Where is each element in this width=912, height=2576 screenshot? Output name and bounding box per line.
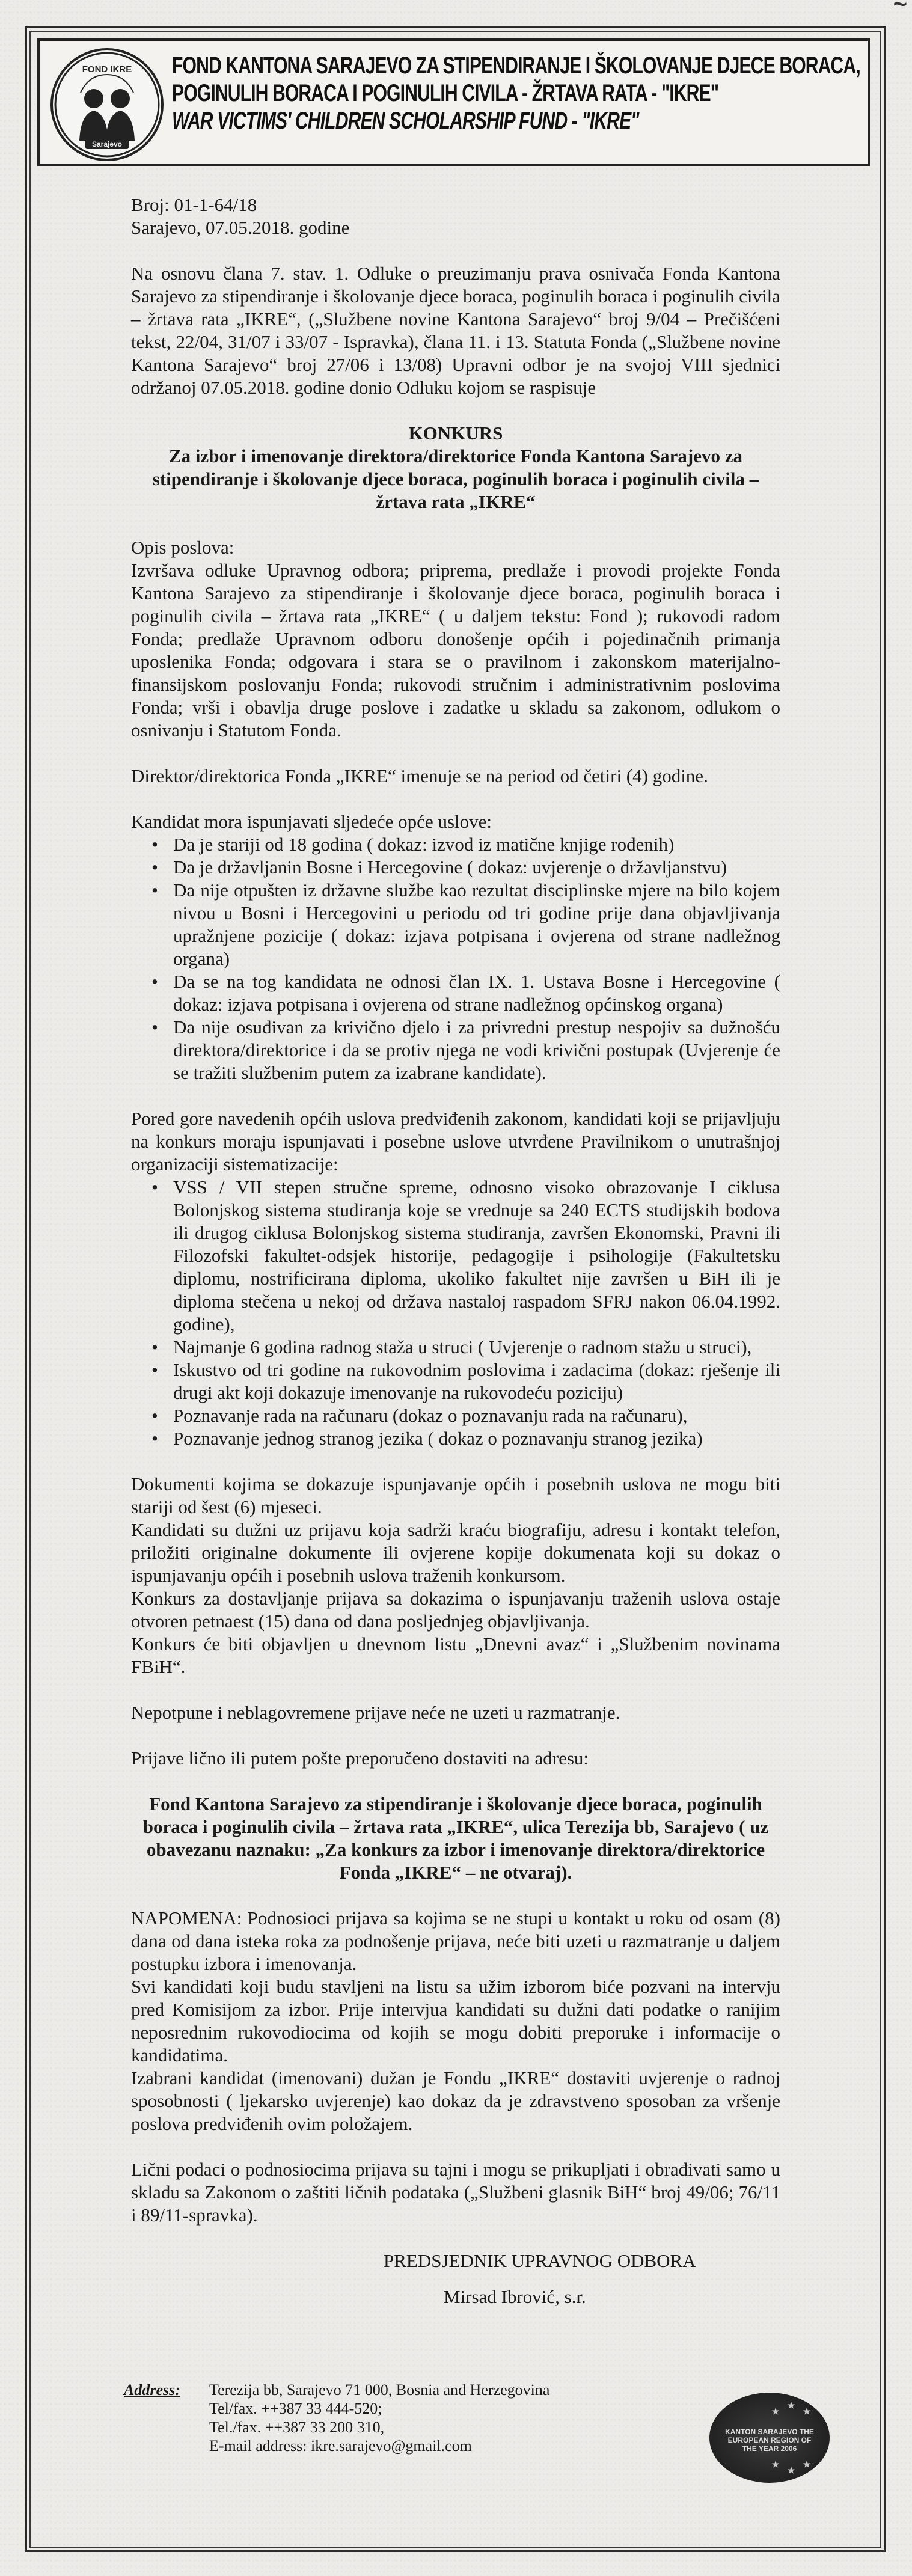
org-name-english: WAR VICTIMS' CHILDREN SCHOLARSHIP FUND - "IKRE" <box>172 108 639 134</box>
address-label: Address: <box>124 2381 180 2399</box>
konkurs-subtitle: Za izbor i imenovanje direktora/direktorice Fonda Kantona Sarajevo za stipendiranje i školovanje djece boraca, poginulih boraca i poginulih civila – žrtava rata „IKRE“ <box>152 445 759 512</box>
address-phone-1: Tel/fax. ++387 33 444-520; <box>209 2400 382 2417</box>
list-item: • VSS / VII stepen stručne spreme, odnosno visoko obrazovanje I ciklusa Bolonjskog sistema studiranja koje se vrednuje sa 240 ECTS studijskih bodova ili drugog ciklusa Bolonjskog sistema studiranja, završen Ekonomski, Pravni ili Filozofski fakultet-odsjek historije, pedagogije i psihologije (Fakultetsku diplomu, nostrificirana diploma, ukoliko fakultet nije završen u BiH ili je diploma stečena u nekoj od država nastaloj raspadom SFRJ nakon 06.04.1992. godine), <box>131 1176 780 1336</box>
list-item: • Najmanje 6 godina radnog staža u struci ( Uvjerenje o radnom stažu u struci), <box>131 1336 780 1359</box>
letterhead <box>37 38 870 166</box>
submission-address: Fond Kantona Sarajevo za stipendiranje i školovanje djece boraca, poginulih boraca i poginulih civila – žrtava rata „IKRE“, ulica Terezija bb, Sarajevo ( uz obavezanu naznaku: „Za konkurs za izbor i imenovanje direktora/direktorice Fonda „IKRE“ – ne otvaraj). <box>142 1793 769 1883</box>
fund-logo <box>50 48 164 161</box>
submission-instruction: Prijave lično ili putem pošte preporučeno dostaviti na adresu: <box>131 1748 589 1769</box>
address-street: Terezija bb, Sarajevo 71 000, Bosnia and Herzegovina <box>209 2381 550 2399</box>
note-interview: Svi kandidati koji budu stavljeni na listu sa užim izborom biće pozvani na intervju pred Komisijom za izbor. Prije intervjua kandidati su dužni dati podatke o ranijim neposrednim rukovodiocima od kojih se mogu dobiti preporuke i informacije o kandidatima. <box>131 1976 780 2066</box>
special-conditions-list <box>131 1176 780 1450</box>
special-conditions-intro: Pored gore navedenih općih uslova predviđenih zakonom, kandidati koji se prijavljuju na konkurs moraju ispunjavati i posebne uslove utvrđene Pravilnikom o unutrašnjoj organizaciji sistematizacije: <box>131 1108 780 1175</box>
sarajevo-region-seal <box>709 2393 830 2483</box>
star-icon: ★ <box>787 2465 795 2475</box>
organization-name <box>172 52 860 135</box>
general-conditions-list <box>131 833 780 1085</box>
list-item: • Poznavanje rada na računaru (dokaz o poznavanju rada na računaru), <box>131 1404 780 1427</box>
note-health: Izabrani kandidat (imenovani) dužan je Fondu „IKRE“ dostaviti uvjerenje o radnoj sposobnosti ( ljekarsko uvjerenje) kao dokaz da je zdravstveno sposoban za vršenje poslova predviđenih ovim položajem. <box>131 2067 780 2134</box>
address-lines <box>209 2381 549 2455</box>
address-email: E-mail address: ikre.sarajevo@gmail.com <box>209 2437 472 2455</box>
star-icon: ★ <box>803 2459 811 2469</box>
logo-title: FOND IKRE <box>82 64 132 75</box>
incomplete-notice: Nepotpune i neblagovremene prijave neće ne uzeti u razmatranje. <box>131 1702 620 1723</box>
list-item: • Da je stariji od 18 godina ( dokaz: izvod iz matične knjige rođenih) <box>131 833 780 856</box>
job-description-label: Opis poslova: <box>131 537 234 558</box>
term-period: Direktor/direktorica Fonda „IKRE“ imenuje se na period od četiri (4) godine. <box>131 765 708 786</box>
konkurs-title: KONKURS <box>408 423 503 444</box>
privacy-notice: Lični podaci o podnosiocima prijava su tajni i mogu se prikupljati i obrađivati samo u skladu sa Zakonom o zaštiti ličnih podataka („Službeni glasnik BiH“ broj 49/06; 76/11 i 89/11-spravka). <box>131 2159 780 2226</box>
announcement-body <box>131 194 780 2308</box>
fund-logo-emblem <box>53 50 161 159</box>
logo-caption: Sarajevo <box>91 140 123 148</box>
star-icon: ★ <box>803 2406 811 2416</box>
org-name-line-1: FOND KANTONA SARAJEVO ZA STIPENDIRANJE I ŠKOLOVANJE DJECE BORACA, <box>172 52 860 79</box>
address-phone-2: Tel./fax. ++387 33 200 310, <box>209 2418 385 2436</box>
org-name-line-2: POGINULIH BORACA I POGINULIH CIVILA - ŽRTAVA RATA - "IKRE" <box>172 80 719 106</box>
intro-paragraph: Na osnovu člana 7. stav. 1. Odluke o preuzimanju prava osnivača Fonda Kantona Sarajevo za stipendiranje i školovanje djece boraca, poginulih boraca i poginulih civila – žrtava rata „IKRE“, („Službene novine Kantona Sarajevo“ broj 9/04 – Prečišćeni tekst, 22/04, 31/07 i 33/07 - Ispravka), člana 11. i 13. Statuta Fonda („Službene novine Kantona Sarajevo“ broj 27/06 i 13/08) Upravni odbor je na svojoj VIII sjednici održanoj 07.05.2018. godine donio Odluku kojom se raspisuje <box>131 263 780 398</box>
star-icon: ★ <box>771 2406 780 2416</box>
list-item: • Da je državljanin Bosne i Hercegovine ( dokaz: uvjerenje o državljanstvu) <box>131 856 780 879</box>
signer-title: PREDSJEDNIK UPRAVNOG ODBORA <box>384 2250 696 2271</box>
job-description: Izvršava odluke Upravnog odbora; priprema, predlaže i provodi projekte Fonda Kantona Sarajevo za stipendiranje i školovanje djece boraca, poginulih boraca i poginulih civila – žrtava rata „IKRE“ ( u daljem tekstu: Fond ); rukovodi radom Fonda; predlaže Upravnom odboru donošenje općih i pojedinačnih primanja uposlenika Fonda; odgovara i stara se o pravilnom i zakonskom materijalno-finansijskom poslovanju Fonda; rukovodi stručnim i administrativnim poslovima Fonda; vrši i obavlja druge poslove i zadatke u skladu sa zakonom, odlukom o osnivanju i Statutom Fonda. <box>131 560 780 741</box>
list-item: • Da se na tog kandidata ne odnosi član IX. 1. Ustava Bosne i Hercegovine ( dokaz: izjava potpisana i ovjerena od strane nadležnog općinskog organa) <box>131 970 780 1016</box>
documents-validity: Dokumenti kojima se dokazuje ispunjavanje općih i posebnih uslova ne mogu biti stariji od šest (6) mjeseci. <box>131 1473 780 1517</box>
star-icon: ★ <box>771 2459 780 2469</box>
star-icon: ★ <box>787 2400 795 2410</box>
list-item: • Iskustvo od tri godine na rukovodnim poslovima i zadacima (dokaz: rješenje ili drugi akt koji dokazuje imenovanje na rukovodeću poziciju) <box>131 1359 780 1404</box>
masthead-fragment: ~ <box>893 0 908 17</box>
general-conditions-intro: Kandidat mora ispunjavati sljedeće opće uslove: <box>131 811 492 832</box>
publication: Konkurs će biti objavljen u dnevnom listu „Dnevni avaz“ i „Službenim novinama FBiH“. <box>131 1633 780 1677</box>
note-contact: NAPOMENA: Podnosioci prijava sa kojima se ne stupi u kontakt u roku od osam (8) dana od dana isteka roka za podnošenje prijava, neće biti uzeti u razmatranje u daljem postupku izbora i imenovanja. <box>131 1908 780 1974</box>
document-date: Sarajevo, 07.05.2018. godine <box>131 217 350 238</box>
signer-name: Mirsad Ibrović, s.r. <box>444 2286 586 2307</box>
list-item: • Poznavanje jednog stranog jezika ( dokaz o poznavanju stranog jezika) <box>131 1427 780 1450</box>
documents-required: Kandidati su dužni uz prijavu koja sadrži kraću biografiju, adresu i kontakt telefon, priložiti originalne dokumente ili ovjerene kopije dokumenata koji su dokaz o ispunjavanju općih i posebnih uslova traženih konkursom. <box>131 1519 780 1586</box>
list-item: • Da nije osuđivan za krivično djelo i za privredni prestup nespojiv sa dužnošću direktora/direktorice i da se protiv njega ne vodi krivični postupak (Uvjerenje će se tražiti službenim putem za izabrane kandidate). <box>131 1016 780 1085</box>
list-item: • Da nije otpušten iz državne službe kao rezultat disciplinske mjere na bilo kojem nivou u Bosni i Hercegovini u periodu od tri godine prije dana objavljivanja upražnjene pozicije ( dokaz: izjava potpisana i ovjerena od strane nadležnog organa) <box>131 879 780 970</box>
reference-number: Broj: 01-1-64/18 <box>131 194 257 215</box>
deadline: Konkurs za dostavljanje prijava sa dokazima o ispunjavanju traženih uslova ostaje otvoren petnaest (15) dana od dana posljednjeg objavljivanja. <box>131 1588 780 1632</box>
seal-text: KANTON SARAJEVO THE EUROPEAN REGION OF THE YEAR 2006 <box>725 2428 814 2453</box>
